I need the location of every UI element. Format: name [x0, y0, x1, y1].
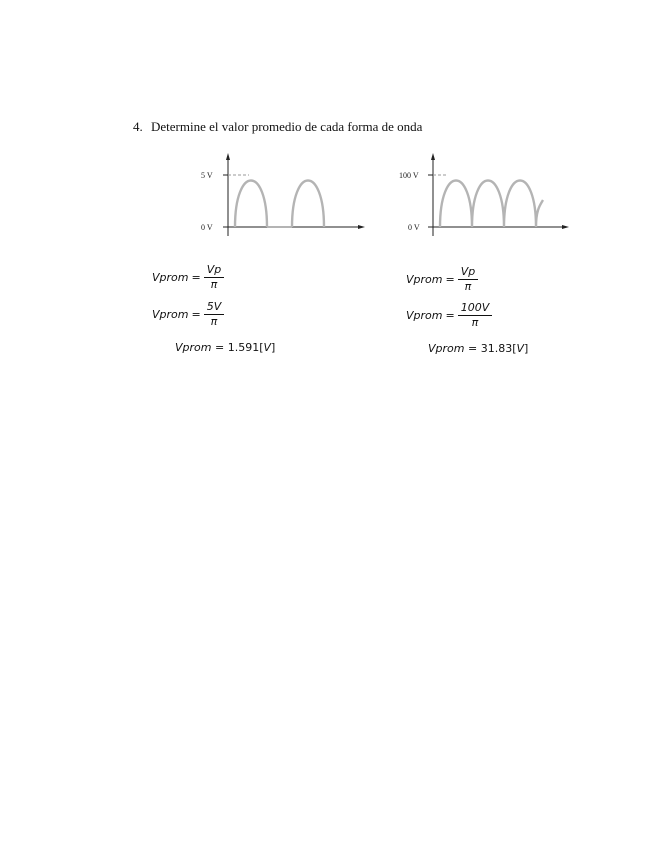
- fraction-numerator: Vp: [458, 266, 479, 280]
- eq-variable: Vprom: [152, 271, 189, 284]
- question-text: Determine el valor promedio de cada forma de onda: [151, 119, 423, 134]
- waveform-left-peak-label: 5 V: [201, 171, 213, 180]
- x-axis-arrow-icon: [562, 225, 569, 229]
- waveform-right: [395, 150, 575, 240]
- y-axis-arrow-icon: [431, 153, 435, 160]
- x-axis-arrow-icon: [358, 225, 365, 229]
- result-bracket: ]: [524, 342, 529, 355]
- y-axis-arrow-icon: [226, 153, 230, 160]
- fraction-denominator: π: [471, 316, 479, 329]
- wave-full-rectified: [440, 181, 543, 228]
- result-value: = 31.83[: [467, 342, 517, 355]
- result-unit: V: [516, 342, 525, 355]
- fraction-numerator: 5V: [204, 301, 225, 315]
- right-eq-line2: [406, 302, 492, 329]
- right-eq-line1: [406, 266, 478, 293]
- fraction-denominator: π: [464, 280, 472, 293]
- left-eq-line2: [152, 301, 224, 328]
- eq-fraction: [458, 302, 493, 329]
- result-variable: Vprom: [428, 342, 468, 355]
- left-result: [175, 341, 275, 354]
- waveform-right-peak-label: 100 V: [399, 171, 419, 180]
- waveform-left-zero-label: 0 V: [201, 223, 213, 232]
- eq-variable: Vprom: [406, 309, 443, 322]
- eq-fraction: [204, 301, 225, 328]
- fraction-numerator: 100V: [458, 302, 493, 316]
- eq-sign: =: [445, 309, 455, 322]
- eq-sign: =: [191, 271, 201, 284]
- eq-fraction: [458, 266, 479, 293]
- question-number: 4.: [133, 119, 143, 134]
- result-bracket: ]: [271, 341, 276, 354]
- left-eq-line1: [152, 264, 224, 291]
- eq-variable: Vprom: [406, 273, 443, 286]
- eq-fraction: [204, 264, 225, 291]
- fraction-numerator: Vp: [204, 264, 225, 278]
- eq-variable: Vprom: [152, 308, 189, 321]
- waveform-left: [195, 150, 370, 240]
- fraction-denominator: π: [210, 315, 218, 328]
- result-unit: V: [263, 341, 272, 354]
- eq-sign: =: [191, 308, 201, 321]
- waveform-right-zero-label: 0 V: [408, 223, 420, 232]
- wave-pulse-1: [235, 181, 267, 228]
- wave-pulse-2: [292, 181, 324, 228]
- fraction-denominator: π: [210, 278, 218, 291]
- result-variable: Vprom: [175, 341, 215, 354]
- right-result: [428, 342, 528, 355]
- eq-sign: =: [445, 273, 455, 286]
- result-value: = 1.591[: [214, 341, 264, 354]
